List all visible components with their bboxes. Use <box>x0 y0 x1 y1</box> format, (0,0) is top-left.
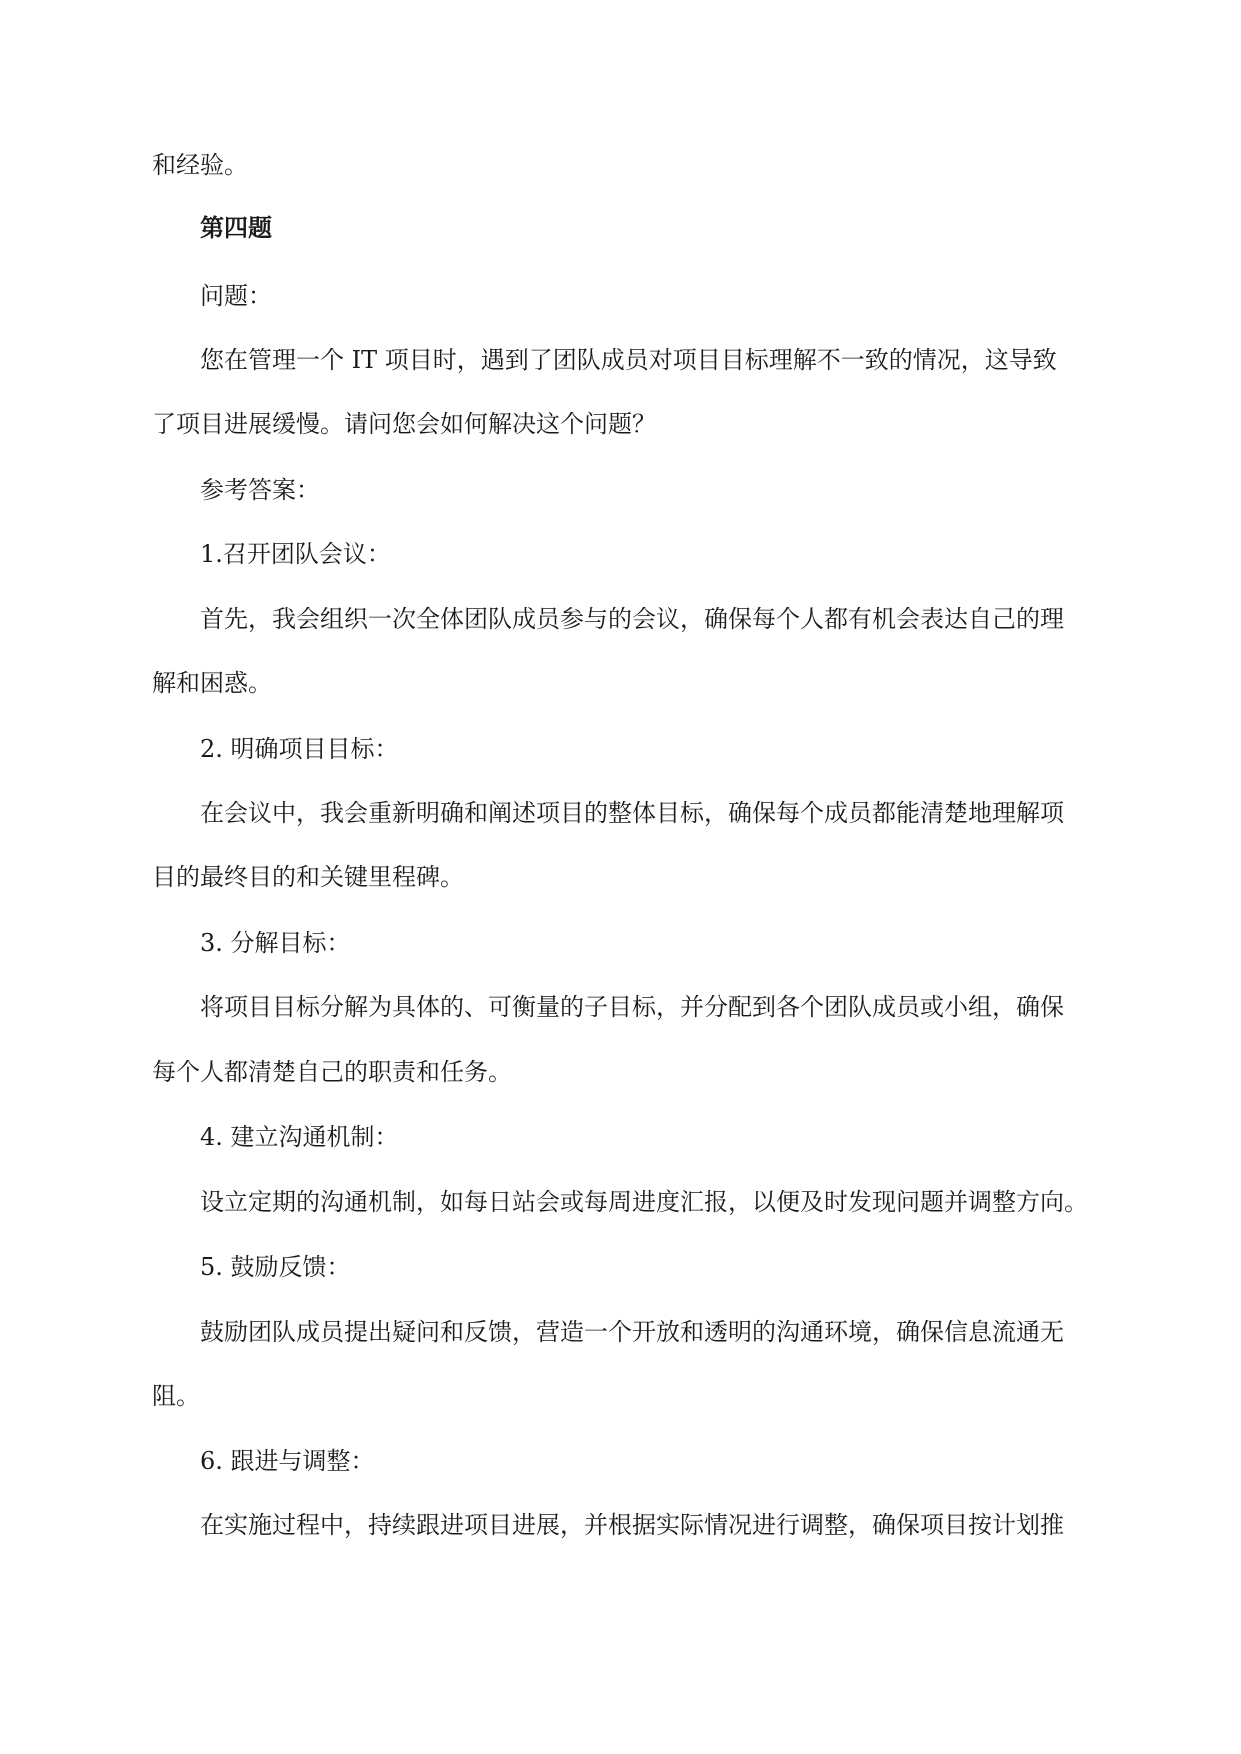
step-3-text-line-2: 每个人都清楚自己的职责和任务。 <box>152 1058 512 1086</box>
step-3-text-line-1: 将项目目标分解为具体的、可衡量的子目标，并分配到各个团队成员或小组，确保 <box>200 993 1064 1021</box>
step-1-heading: 1.召开团队会议： <box>200 540 391 568</box>
step-1-text-line-2: 解和困惑。 <box>152 669 272 697</box>
step-5-text-line-1: 鼓励团队成员提出疑问和反馈，营造一个开放和透明的沟通环境，确保信息流通无 <box>200 1318 1064 1346</box>
step-4-heading: 4. 建立沟通机制： <box>200 1123 399 1151</box>
question-label: 问题： <box>200 282 272 310</box>
step-4-text-line-1: 设立定期的沟通机制，如每日站会或每周进度汇报，以便及时发现问题并调整方向。 <box>200 1188 1088 1216</box>
step-6-text-line-1: 在实施过程中，持续跟进项目进展，并根据实际情况进行调整，确保项目按计划推 <box>200 1511 1064 1539</box>
step-6-heading: 6. 跟进与调整： <box>200 1447 375 1475</box>
step-1-text-line-1: 首先，我会组织一次全体团队成员参与的会议，确保每个人都有机会表达自己的理 <box>200 605 1064 633</box>
step-2-heading: 2. 明确项目目标： <box>200 735 399 763</box>
paragraph-continuation: 和经验。 <box>152 151 248 179</box>
step-2-text-line-2: 目的最终目的和关键里程碑。 <box>152 863 464 891</box>
answer-label: 参考答案： <box>200 476 320 504</box>
step-5-text-line-2: 阻。 <box>152 1382 200 1410</box>
step-3-heading: 3. 分解目标： <box>200 929 351 957</box>
step-5-heading: 5. 鼓励反馈： <box>200 1253 351 1281</box>
question-text-line-1: 您在管理一个 IT 项目时，遇到了团队成员对项目目标理解不一致的情况，这导致 <box>200 346 1057 374</box>
step-2-text-line-1: 在会议中，我会重新明确和阐述项目的整体目标，确保每个成员都能清楚地理解项 <box>200 799 1064 827</box>
question-heading: 第四题 <box>200 213 272 242</box>
question-text-line-2: 了项目进展缓慢。请问您会如何解决这个问题？ <box>152 410 656 438</box>
